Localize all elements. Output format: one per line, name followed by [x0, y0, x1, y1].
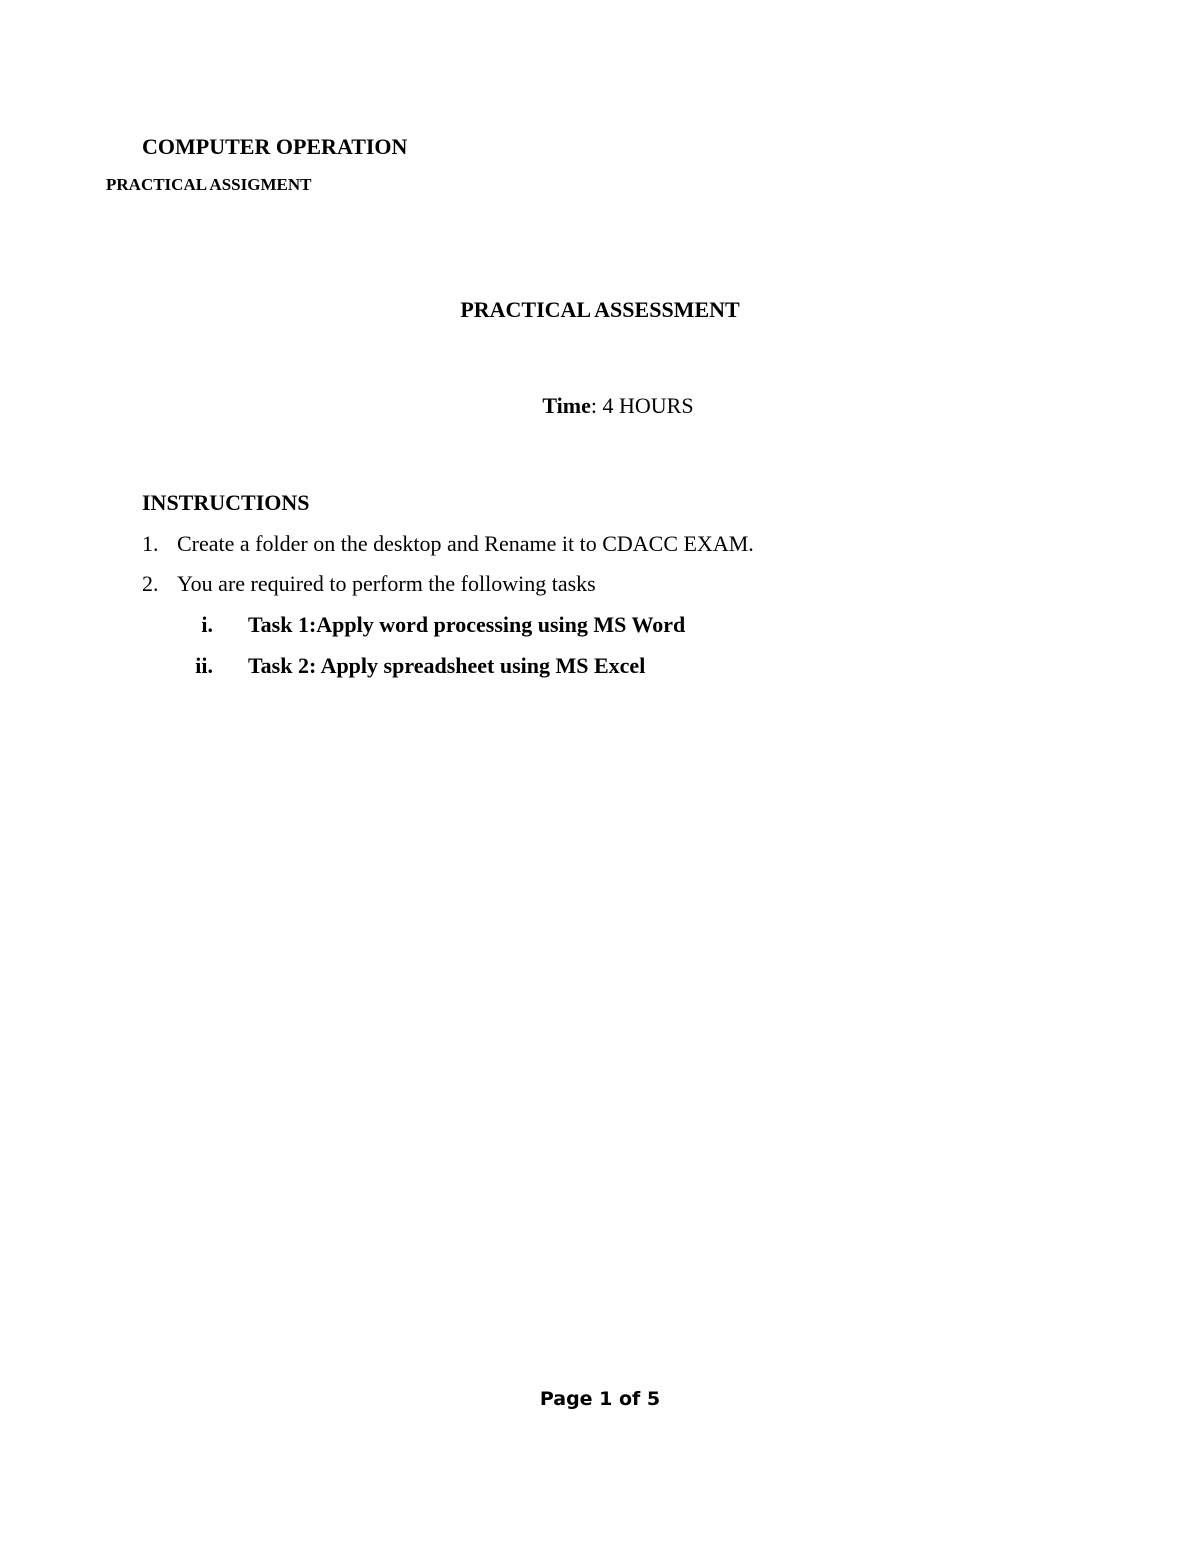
task-number: ii. [195, 653, 213, 678]
task-number: i. [201, 612, 213, 637]
task-text: Task 1:Apply word processing using MS Word [248, 612, 686, 637]
instruction-text: You are required to perform the following tasks [177, 571, 596, 596]
instruction-text: Create a folder on the desktop and Rename it to CDACC EXAM. [177, 531, 754, 556]
instructions-heading: INSTRUCTIONS [142, 490, 310, 515]
time-allowed [0, 393, 1200, 419]
assessment-heading: PRACTICAL ASSESSMENT [460, 297, 740, 322]
document-subtitle: PRACTICAL ASSIGMENT [106, 175, 312, 194]
course-title: COMPUTER OPERATION [142, 134, 408, 159]
page-number-footer: Page 1 of 5 [539, 1388, 661, 1410]
time-value: : 4 HOURS [590, 393, 694, 418]
task-text: Task 2: Apply spreadsheet using MS Excel [248, 653, 646, 678]
time-label: Time [542, 393, 591, 418]
instruction-number: 2. [142, 571, 159, 596]
instruction-number: 1. [142, 531, 159, 556]
